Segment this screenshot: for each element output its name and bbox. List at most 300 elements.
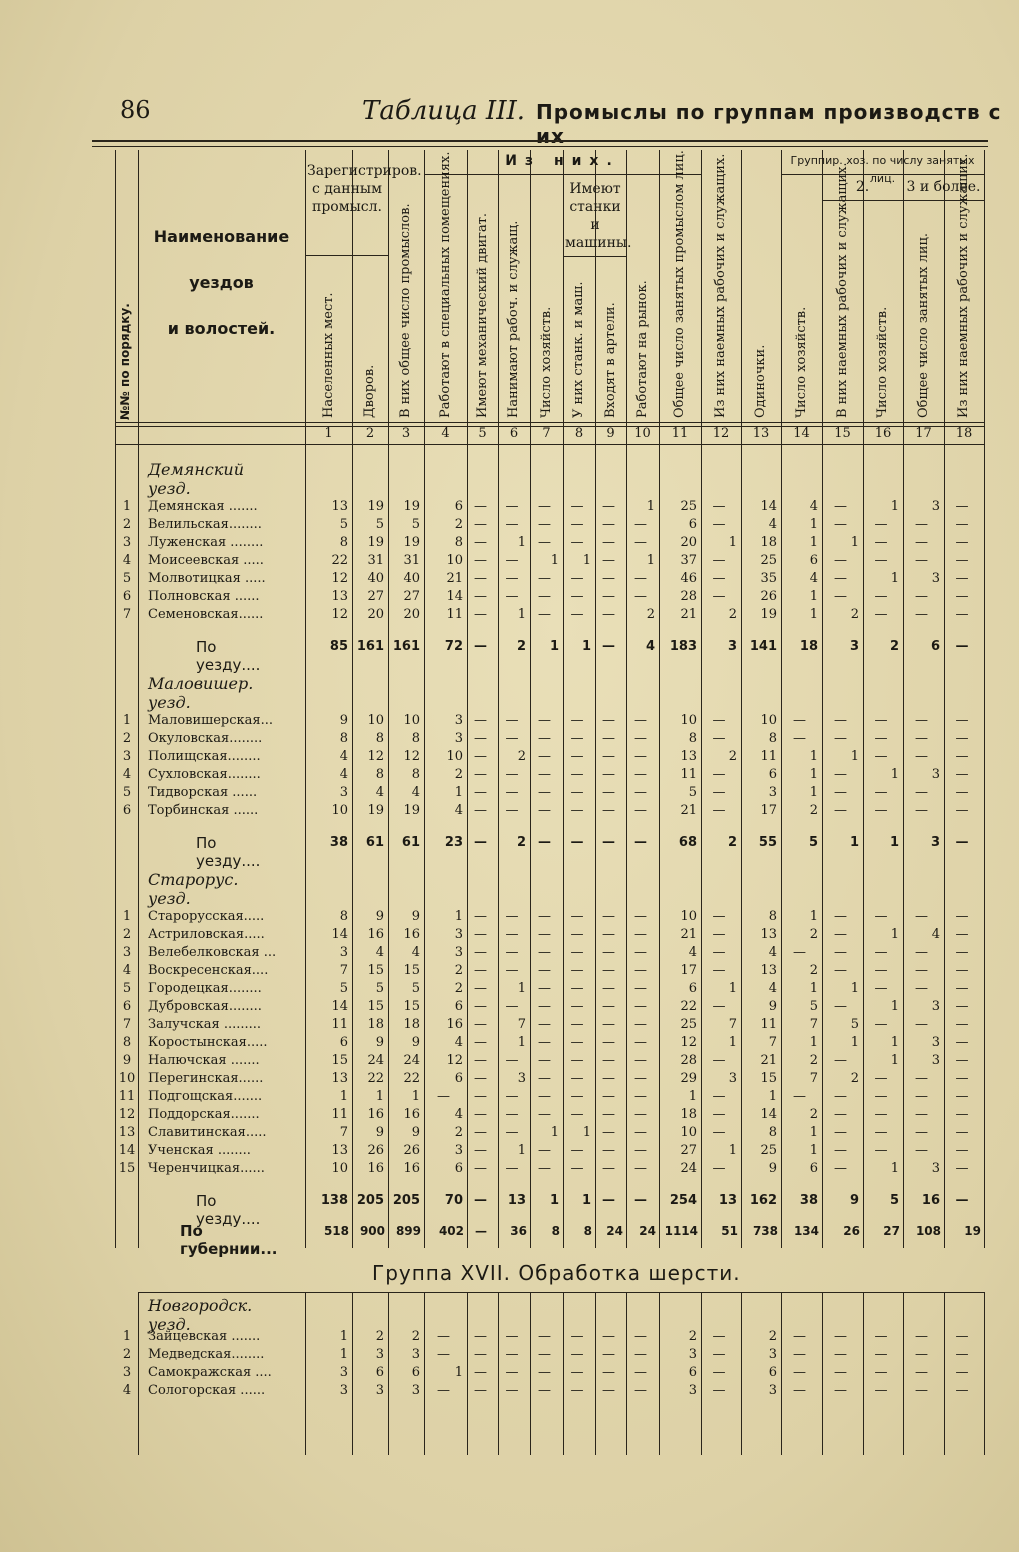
table-cell: —: [955, 1035, 969, 1050]
table-cell: 3: [454, 731, 463, 746]
volost-name: Торбинская ......: [148, 803, 259, 818]
column-number: 5: [478, 426, 487, 441]
table-cell: —: [874, 731, 888, 746]
table-cell: —: [505, 767, 519, 782]
table-cell: —: [505, 589, 519, 604]
table-cell: 22: [331, 553, 348, 568]
total-cell: 9: [849, 1193, 859, 1208]
table-cell: 1: [890, 571, 899, 586]
total-label: По уезду....: [196, 834, 261, 870]
table-cell: —: [712, 499, 726, 514]
table-cell: —: [602, 1125, 615, 1140]
table-cell: —: [570, 803, 584, 818]
table-cell: —: [538, 749, 551, 764]
table-cell: —: [505, 1365, 519, 1380]
group-3-header: 3 и более.: [906, 179, 981, 195]
table-cell: —: [955, 553, 969, 568]
table-cell: —: [570, 607, 584, 622]
table-cell: —: [570, 1017, 584, 1032]
table-cell: 3: [339, 1383, 348, 1398]
table-cell: —: [437, 1089, 450, 1104]
table-cell: —: [570, 535, 584, 550]
total-cell: 18: [799, 639, 818, 654]
col-13-header: Одиночки.: [753, 344, 768, 418]
table-cell: 2: [454, 517, 463, 532]
table-cell: —: [712, 1329, 726, 1344]
table-cell: 9: [768, 999, 777, 1014]
table-cell: —: [634, 909, 647, 924]
of-them-header: Из них.: [505, 153, 620, 169]
table-cell: —: [570, 1053, 584, 1068]
table-cell: 9: [339, 713, 348, 728]
table-cell: 25: [680, 1017, 697, 1032]
table-cell: —: [793, 1089, 806, 1104]
table-cell: 4: [339, 749, 348, 764]
table-cell: —: [793, 1365, 806, 1380]
table-cell: 18: [403, 1017, 420, 1032]
table-cell: 1: [550, 1125, 559, 1140]
row-number: 7: [122, 1017, 132, 1032]
table-cell: 8: [454, 535, 463, 550]
page-title: Промыслы по группам производств с их: [536, 100, 1002, 148]
table-cell: —: [915, 1329, 928, 1344]
table-cell: —: [834, 785, 847, 800]
table-cell: —: [602, 571, 615, 586]
table-cell: 1: [454, 1365, 463, 1380]
table-cell: 8: [375, 731, 384, 746]
column-number: 2: [365, 426, 375, 441]
grand-total-cell: 899: [395, 1224, 421, 1238]
table-cell: 1: [728, 535, 737, 550]
volost-name: Полищская........: [148, 749, 261, 764]
table-cell: 2: [454, 1125, 463, 1140]
table-cell: 2: [454, 981, 463, 996]
table-vline: [984, 1292, 985, 1455]
table-cell: —: [955, 945, 969, 960]
table-cell: —: [915, 749, 928, 764]
row-number: 2: [122, 731, 132, 746]
table-cell: 1: [850, 981, 859, 996]
total-cell: 38: [799, 1193, 818, 1208]
row-number: 14: [118, 1143, 136, 1158]
table-cell: —: [602, 1071, 615, 1086]
total-cell: 13: [718, 1193, 737, 1208]
total-cell: —: [634, 1193, 647, 1208]
table-cell: —: [874, 909, 888, 924]
table-cell: 5: [850, 1017, 859, 1032]
table-cell: —: [505, 1383, 519, 1398]
table-cell: —: [834, 1107, 847, 1122]
table-cell: 10: [446, 553, 463, 568]
table-cell: 3: [768, 1347, 777, 1362]
volost-name: Сухловская........: [148, 767, 261, 782]
table-cell: 21: [446, 571, 463, 586]
table-cell: —: [915, 1365, 928, 1380]
table-cell: —: [602, 981, 615, 996]
table-cell: —: [538, 785, 551, 800]
volost-name: Окуловская........: [148, 731, 263, 746]
table-cell: —: [712, 945, 726, 960]
col-4-header: Работают в специальных помещениях.: [437, 151, 453, 418]
total-cell: 5: [808, 835, 818, 850]
col-10-header: Работают на рынок.: [634, 280, 650, 418]
table-cell: 15: [367, 999, 384, 1014]
table-cell: —: [602, 785, 615, 800]
table-cell: —: [538, 1143, 551, 1158]
table-cell: —: [793, 731, 806, 746]
table-cell: 16: [367, 927, 384, 942]
names-header: Наименование: [153, 227, 290, 246]
table-cell: —: [505, 1107, 519, 1122]
table-cell: —: [915, 785, 928, 800]
table-cell: —: [712, 1365, 726, 1380]
table-cell: 7: [809, 1071, 818, 1086]
table-cell: —: [712, 1089, 726, 1104]
table-cell: 2: [454, 963, 463, 978]
column-number: 12: [712, 426, 730, 441]
table-cell: 4: [688, 945, 697, 960]
table-cell: —: [570, 767, 584, 782]
column-number: 11: [671, 426, 689, 441]
table-cell: —: [634, 963, 647, 978]
table-cell: —: [505, 517, 519, 532]
row-number: 2: [122, 1347, 132, 1362]
table-cell: 1: [890, 1053, 899, 1068]
table-cell: —: [915, 1143, 928, 1158]
table-cell: 2: [850, 607, 859, 622]
row-number: 6: [122, 589, 132, 604]
row-number: 6: [122, 999, 132, 1014]
table-cell: —: [474, 713, 487, 728]
table-cell: 15: [760, 1071, 777, 1086]
table-cell: 28: [680, 589, 697, 604]
table-cell: —: [474, 767, 487, 782]
table-cell: 5: [375, 981, 384, 996]
table-cell: 6: [809, 553, 818, 568]
table-cell: —: [602, 607, 615, 622]
table-hline: [138, 1292, 984, 1293]
table-cell: —: [538, 1329, 551, 1344]
volost-name: Сологорская ......: [148, 1383, 266, 1398]
table-cell: —: [634, 785, 647, 800]
table-cell: 1: [728, 1035, 737, 1050]
column-number: 17: [915, 426, 932, 441]
table-cell: —: [538, 713, 551, 728]
table-cell: 1: [375, 1089, 384, 1104]
table-cell: —: [474, 1161, 487, 1176]
table-cell: 11: [331, 1107, 348, 1122]
table-cell: 21: [680, 927, 697, 942]
table-cell: 3: [454, 927, 463, 942]
table-cell: 29: [680, 1071, 697, 1086]
table-cell: —: [474, 517, 487, 532]
row-number: 3: [122, 535, 132, 550]
volost-name: Семеновская......: [148, 607, 264, 622]
table-cell: 19: [367, 803, 384, 818]
table-cell: 8: [688, 731, 697, 746]
total-cell: 3: [849, 639, 859, 654]
table-cell: 5: [339, 517, 348, 532]
table-cell: —: [602, 1035, 615, 1050]
total-cell: —: [602, 1193, 615, 1208]
table-cell: 12: [403, 749, 420, 764]
table-cell: 1: [728, 981, 737, 996]
grand-total-cell: 518: [323, 1224, 349, 1238]
table-cell: 2: [728, 607, 737, 622]
table-cell: —: [834, 909, 847, 924]
volost-name: Моисеевская .....: [148, 553, 264, 568]
col-15-header: В них наемных рабочих и служащих.: [834, 162, 850, 418]
table-cell: —: [915, 713, 928, 728]
table-cell: 13: [331, 1071, 348, 1086]
table-cell: 16: [403, 927, 420, 942]
table-cell: —: [634, 517, 647, 532]
table-cell: 1: [890, 767, 899, 782]
table-cell: —: [712, 927, 726, 942]
grand-total-cell: 26: [843, 1224, 860, 1238]
table-cell: 46: [680, 571, 697, 586]
table-cell: —: [634, 803, 647, 818]
total-cell: 6: [930, 639, 940, 654]
total-cell: 70: [444, 1193, 463, 1208]
table-cell: 3: [768, 1383, 777, 1398]
table-cell: —: [712, 1107, 726, 1122]
total-cell: 2: [516, 835, 526, 850]
table-cell: —: [602, 553, 615, 568]
table-cell: —: [955, 1143, 969, 1158]
col-3-header: В них общее число промыслов.: [398, 203, 413, 418]
total-cell: 55: [758, 835, 777, 850]
grand-total-label: По губернии...: [180, 1222, 278, 1258]
row-number: 3: [122, 945, 132, 960]
column-number: 6: [509, 426, 519, 441]
table-cell: —: [634, 1089, 647, 1104]
table-cell: —: [570, 713, 584, 728]
table-cell: 6: [688, 517, 697, 532]
table-cell: 10: [680, 713, 697, 728]
table-cell: 1: [809, 785, 818, 800]
table-cell: —: [538, 945, 551, 960]
col-2-header: Дворов.: [362, 364, 377, 418]
table-cell: 4: [339, 767, 348, 782]
table-cell: —: [474, 1365, 487, 1380]
table-cell: —: [634, 589, 647, 604]
total-cell: 2: [516, 639, 526, 654]
table-cell: 1: [517, 535, 526, 550]
table-cell: —: [538, 803, 551, 818]
table-cell: —: [955, 713, 969, 728]
table-cell: —: [874, 963, 888, 978]
total-cell: 1: [581, 639, 591, 654]
table-cell: 1: [890, 999, 899, 1014]
section-title: Новгородск. уезд.: [148, 1296, 253, 1334]
table-cell: —: [570, 909, 584, 924]
table-cell: 3: [517, 1071, 526, 1086]
col-7-header: Число хозяйств.: [538, 306, 554, 418]
table-cell: 10: [760, 713, 777, 728]
volost-name: Тидворская ......: [148, 785, 258, 800]
table-cell: 1: [890, 927, 899, 942]
total-cell: 183: [669, 639, 697, 654]
table-cell: 16: [367, 1107, 384, 1122]
table-cell: 4: [809, 499, 818, 514]
table-cell: 21: [680, 803, 697, 818]
table-cell: —: [570, 785, 584, 800]
table-cell: 26: [367, 1143, 384, 1158]
table-cell: —: [955, 1347, 969, 1362]
table-cell: —: [834, 1161, 847, 1176]
table-cell: 27: [680, 1143, 697, 1158]
section-title: Маловишер. уезд.: [148, 674, 254, 712]
table-cell: 35: [760, 571, 777, 586]
total-cell: 1: [549, 1193, 559, 1208]
table-cell: 6: [454, 1161, 463, 1176]
table-cell: —: [474, 535, 487, 550]
table-cell: 9: [411, 1035, 420, 1050]
table-cell: 6: [454, 1071, 463, 1086]
total-cell: 2: [889, 639, 899, 654]
table-cell: —: [602, 963, 615, 978]
table-cell: 1: [809, 1125, 818, 1140]
table-cell: —: [834, 553, 847, 568]
col-6-header: Нанимают рабоч. и служащ.: [506, 220, 521, 418]
table-cell: 4: [768, 517, 777, 532]
table-cell: —: [874, 607, 888, 622]
table-cell: —: [955, 589, 969, 604]
table-cell: —: [874, 1365, 888, 1380]
table-cell: 1: [809, 535, 818, 550]
grand-total-cell: 19: [964, 1224, 981, 1238]
table-cell: —: [474, 1035, 487, 1050]
table-cell: —: [538, 999, 551, 1014]
total-cell: —: [570, 835, 584, 850]
grand-total-cell: 402: [438, 1224, 464, 1238]
table-cell: —: [634, 571, 647, 586]
table-cell: 8: [768, 909, 777, 924]
volost-name: Дубровская........: [148, 999, 262, 1014]
table-cell: —: [915, 731, 928, 746]
table-cell: —: [874, 945, 888, 960]
table-cell: —: [955, 1161, 969, 1176]
table-cell: —: [915, 945, 928, 960]
total-cell: 205: [356, 1193, 384, 1208]
table-cell: —: [474, 1071, 487, 1086]
table-cell: —: [474, 749, 487, 764]
table-cell: —: [874, 803, 888, 818]
table-cell: —: [602, 535, 615, 550]
table-cell: —: [634, 1329, 647, 1344]
table-cell: 4: [809, 571, 818, 586]
table-cell: 13: [331, 1143, 348, 1158]
table-cell: —: [955, 767, 969, 782]
machines-header: Имеют станки и машины.: [565, 181, 632, 251]
volost-name: Поддорская.......: [148, 1107, 260, 1122]
table-cell: 6: [688, 1365, 697, 1380]
total-cell: —: [602, 639, 615, 654]
table-cell: —: [602, 909, 615, 924]
table-cell: —: [712, 1053, 726, 1068]
column-number: 1: [324, 426, 333, 441]
table-cell: 6: [768, 767, 777, 782]
table-cell: —: [834, 499, 847, 514]
table-cell: 17: [760, 803, 777, 818]
table-cell: —: [474, 1125, 487, 1140]
table-cell: —: [538, 1071, 551, 1086]
table-cell: —: [915, 963, 928, 978]
row-number: 4: [122, 767, 132, 782]
table-cell: —: [915, 589, 928, 604]
row-number: 5: [122, 785, 132, 800]
table-cell: —: [712, 963, 726, 978]
table-cell: 5: [688, 785, 697, 800]
total-cell: —: [474, 835, 487, 850]
table-cell: 1: [809, 589, 818, 604]
table-cell: —: [505, 1125, 519, 1140]
table-cell: —: [874, 589, 888, 604]
table-cell: —: [538, 731, 551, 746]
row-number: 2: [122, 927, 132, 942]
table-cell: 1: [890, 1035, 899, 1050]
table-cell: —: [634, 927, 647, 942]
table-cell: —: [570, 1143, 584, 1158]
table-cell: 2: [688, 1329, 697, 1344]
row-number: 3: [122, 1365, 132, 1380]
table-cell: 13: [331, 499, 348, 514]
table-cell: —: [955, 1383, 969, 1398]
table-cell: 1: [809, 1035, 818, 1050]
table-vline: [984, 150, 985, 1248]
table-cell: —: [915, 981, 928, 996]
table-cell: —: [712, 1161, 726, 1176]
table-cell: —: [955, 785, 969, 800]
table-cell: —: [538, 1017, 551, 1032]
volost-name: Подгощская.......: [148, 1089, 263, 1104]
table-cell: 12: [446, 1053, 463, 1068]
table-cell: —: [474, 571, 487, 586]
row-number: 9: [122, 1053, 132, 1068]
table-cell: 6: [454, 999, 463, 1014]
row-number: 15: [118, 1161, 136, 1176]
table-cell: —: [505, 553, 519, 568]
grand-total-cell: 8: [583, 1224, 592, 1238]
table-cell: —: [634, 1017, 647, 1032]
table-cell: —: [570, 1089, 584, 1104]
table-cell: —: [712, 909, 726, 924]
table-cell: —: [712, 767, 726, 782]
table-cell: —: [538, 981, 551, 996]
table-cell: 1: [517, 981, 526, 996]
table-cell: —: [915, 1089, 928, 1104]
table-cell: 4: [411, 945, 420, 960]
table-cell: 4: [768, 981, 777, 996]
table-cell: —: [602, 767, 615, 782]
table-cell: 3: [931, 767, 940, 782]
table-cell: —: [793, 1383, 806, 1398]
table-cell: 14: [760, 1107, 777, 1122]
table-cell: 1: [809, 767, 818, 782]
column-number: 9: [606, 426, 615, 441]
table-vline: [115, 150, 116, 1248]
total-cell: 38: [329, 835, 348, 850]
total-cell: 254: [669, 1193, 697, 1208]
table-cell: 4: [454, 1035, 463, 1050]
table-cell: 9: [411, 909, 420, 924]
table-cell: —: [915, 803, 928, 818]
table-cell: —: [634, 1161, 647, 1176]
section-title: Старорус. уезд.: [148, 870, 239, 908]
table-cell: 9: [375, 1035, 384, 1050]
table-cell: —: [955, 803, 969, 818]
